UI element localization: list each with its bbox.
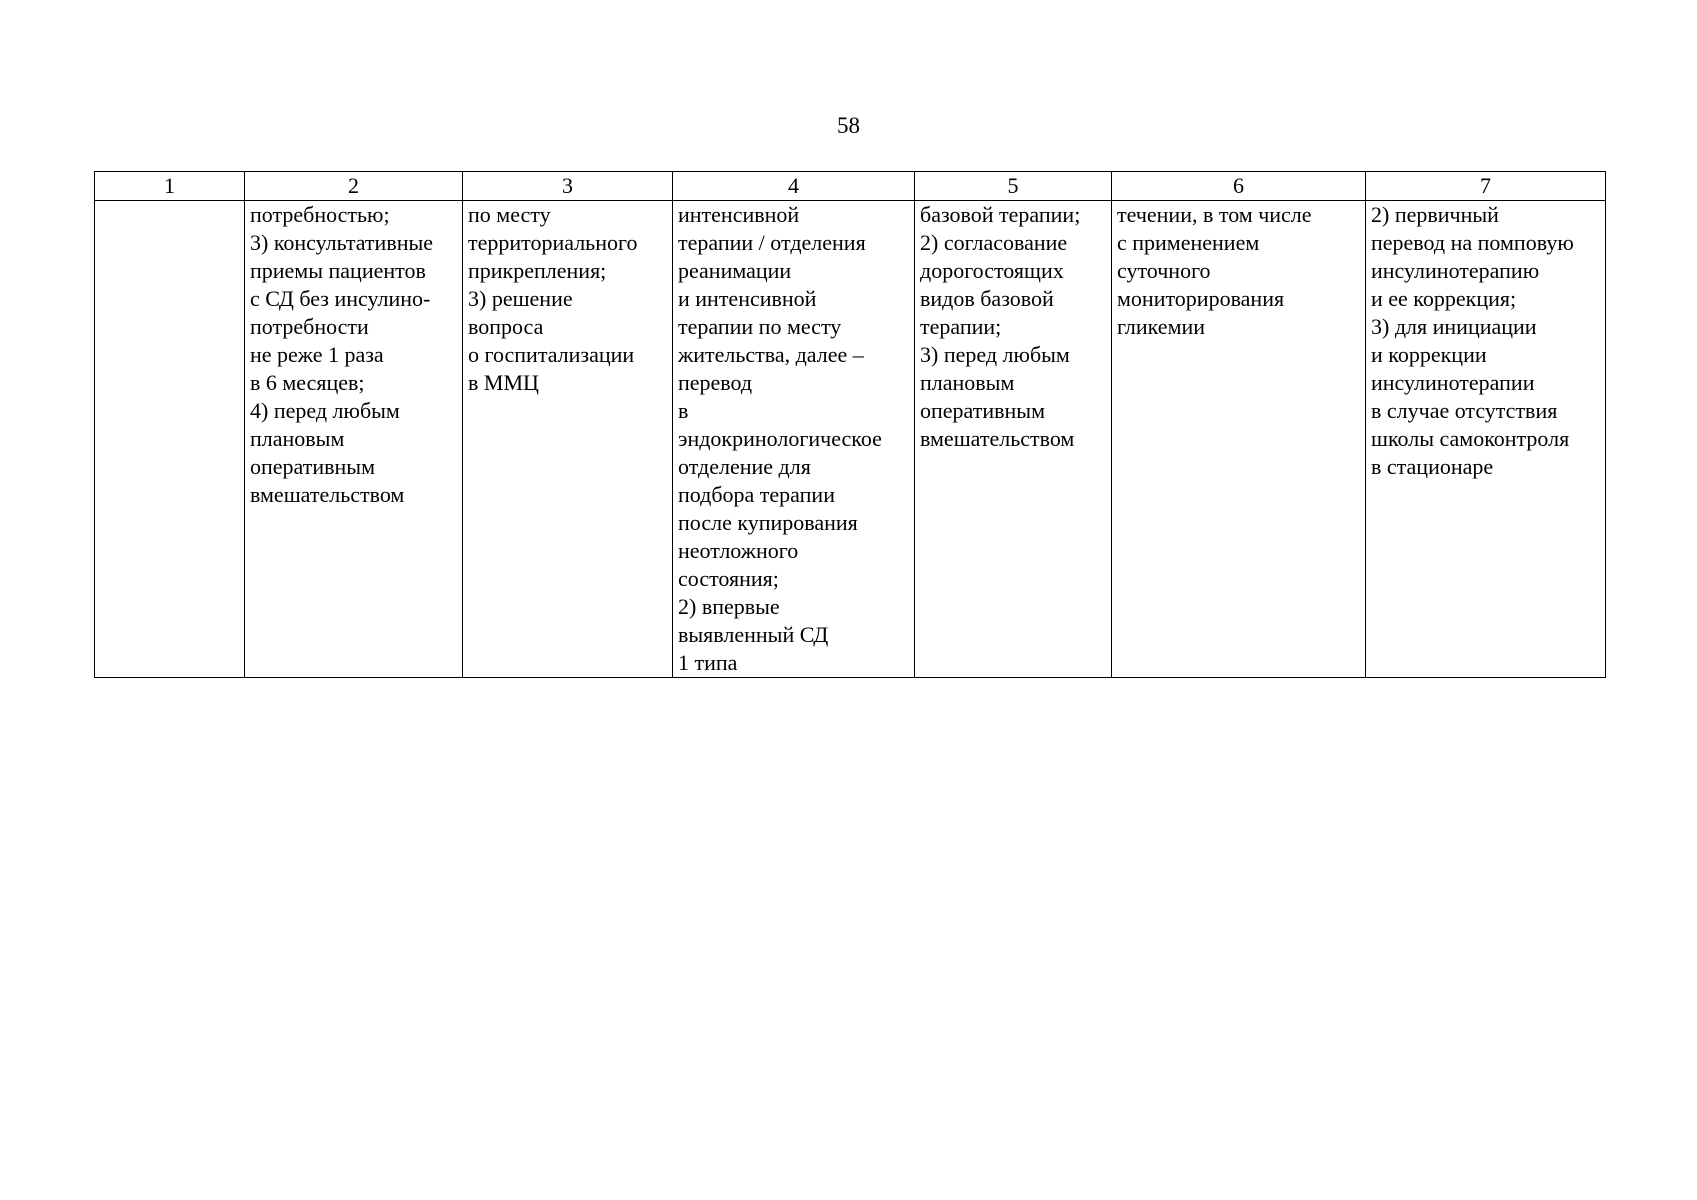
cell-text: потребностью; 3) консультативные приемы пациентов с СД без инсулино- потребности не реже 1 раза в 6 месяцев; 4) перед любым плановым оперативным вмешательством xyxy=(250,202,434,507)
page-number: 58 xyxy=(837,113,860,138)
table-cell-col-6 xyxy=(1112,201,1366,678)
cell-text: по месту территориального прикрепления; 3) решение вопроса о госпитализации в ММЦ xyxy=(468,202,638,395)
document-table xyxy=(94,171,1606,678)
table-header-row xyxy=(95,172,1606,201)
column-header-7: 7 xyxy=(1366,172,1606,201)
column-header-3: 3 xyxy=(463,172,673,201)
table-cell-col-3 xyxy=(463,201,673,678)
cell-text: базовой терапии; 2) согласование дорогостоящих видов базовой терапии; 3) перед любым плановым оперативным вмешательством xyxy=(920,202,1081,451)
table-row xyxy=(95,201,1606,678)
cell-text: 2) первичный перевод на помповую инсулинотерапию и ее коррекция; 3) для инициации и коррекции инсулинотерапии в случае отсутствия школы самоконтроля в стационаре xyxy=(1371,202,1574,479)
column-header-2: 2 xyxy=(245,172,463,201)
table-cell-col-5 xyxy=(915,201,1112,678)
cell-text: интенсивной терапии / отделения реанимации и интенсивной терапии по месту жительства, далее – перевод в эндокринологическое отделение для подбора терапии после купирования неотложного состояния; 2) впервые выявленный СД 1 типа xyxy=(678,202,882,675)
column-header-5: 5 xyxy=(915,172,1112,201)
cell-text: течении, в том числе с применением суточного мониторирования гликемии xyxy=(1117,202,1312,339)
table-cell-col-1 xyxy=(95,201,245,678)
table-cell-col-2 xyxy=(245,201,463,678)
column-header-6: 6 xyxy=(1112,172,1366,201)
table-cell-col-7 xyxy=(1366,201,1606,678)
column-header-1: 1 xyxy=(95,172,245,201)
table-cell-col-4 xyxy=(673,201,915,678)
column-header-4: 4 xyxy=(673,172,915,201)
